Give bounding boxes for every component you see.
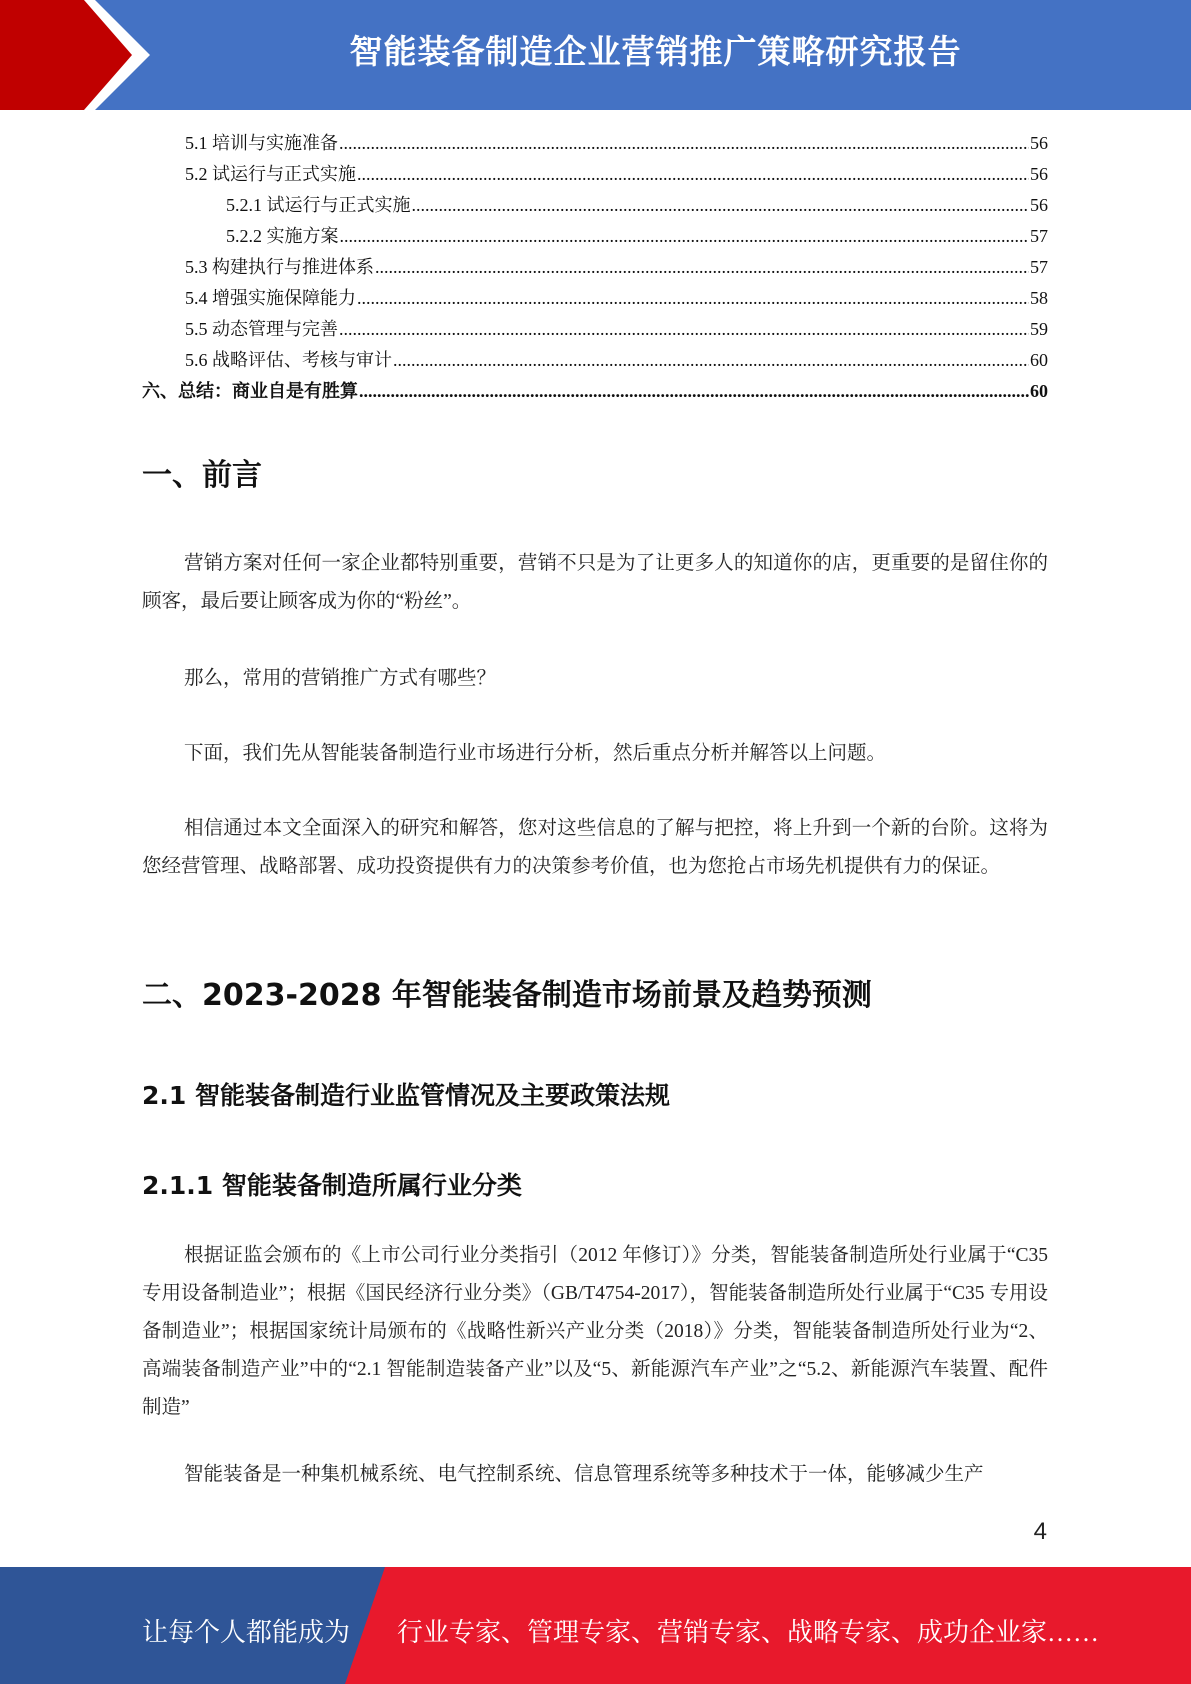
toc-entry[interactable]	[142, 283, 1048, 314]
toc-entry-label: 5.2 试运行与正式实施	[185, 164, 356, 184]
toc-entry-label: 5.2.2 实施方案	[226, 226, 339, 246]
footer-slogan-left: 让每个人都能成为	[142, 1618, 351, 1647]
toc-entry[interactable]	[142, 376, 1048, 407]
toc-entry-page: 60	[1030, 381, 1048, 401]
section-heading-forecast: 二、2023-2028 年智能装备制造市场前景及趋势预测	[142, 978, 872, 1013]
paragraph: 智能装备是一种集机械系统、电气控制系统、信息管理系统等多种技术于一体，能够减少生产	[184, 1464, 984, 1485]
toc-entry-label: 5.4 增强实施保障能力	[185, 288, 356, 308]
paragraph: 那么，常用的营销推广方式有哪些？	[184, 668, 497, 689]
toc-leader	[357, 283, 1029, 314]
toc-entry-page: 57	[1030, 226, 1048, 246]
paragraph: 根据证监会颁布的《上市公司行业分类指引（2012 年修订）》分类，智能装备制造所处行业属于“C35 专用设备制造业”；根据《国民经济行业分类》（GB/T4754-2017），智能装备制造所处行业属于“C35 专用设备制造业”；根据国家统计局颁布的《战略性新兴产业分类（2018）》分类，智能装备制造所处行业为“2、高端装备制造产业”中的“2.1 智能制造装备产业”以及“5、新能源汽车产业”之“5.2、新能源汽车装置、配件制造”	[142, 1245, 1048, 1418]
toc-entry[interactable]	[142, 314, 1048, 345]
toc-leader	[375, 252, 1029, 283]
toc-leader	[357, 159, 1029, 190]
toc-leader	[339, 314, 1029, 345]
subsubsection-heading: 2.1.1 智能装备制造所属行业分类	[142, 1171, 522, 1200]
paragraph: 相信通过本文全面深入的研究和解答，您对这些信息的了解与把控，将上升到一个新的台阶。这将为您经营管理、战略部署、成功投资提供有力的决策参考价值，也为您抢占市场先机提供有力的保证。	[142, 818, 1048, 877]
toc-entry-page: 56	[1030, 164, 1048, 184]
toc-leader	[339, 128, 1029, 159]
toc-leader	[340, 221, 1030, 252]
toc-entry[interactable]	[142, 345, 1048, 376]
toc-entry[interactable]	[142, 159, 1048, 190]
toc-entry-page: 56	[1030, 195, 1048, 215]
toc-entry-page: 57	[1030, 257, 1048, 277]
toc-entry-page: 56	[1030, 133, 1048, 153]
toc-entry[interactable]	[142, 190, 1048, 221]
page-header	[0, 0, 1191, 110]
paragraph: 下面，我们先从智能装备制造行业市场进行分析，然后重点分析并解答以上问题。	[184, 743, 887, 764]
paragraph: 营销方案对任何一家企业都特别重要，营销不只是为了让更多人的知道你的店，更重要的是留住你的顾客，最后要让顾客成为你的“粉丝”。	[142, 553, 1048, 612]
table-of-contents	[142, 128, 1048, 407]
page-footer	[0, 1567, 1191, 1684]
toc-entry-label: 5.1 培训与实施准备	[185, 133, 338, 153]
toc-entry[interactable]	[142, 252, 1048, 283]
toc-entry-page: 60	[1030, 350, 1048, 370]
toc-entry-label: 5.5 动态管理与完善	[185, 319, 338, 339]
toc-leader	[359, 376, 1029, 407]
page-number: 4	[1033, 1518, 1047, 1545]
toc-entry-label: 六、总结：商业自是有胜算	[142, 381, 358, 401]
toc-entry-label: 5.2.1 试运行与正式实施	[226, 195, 411, 215]
toc-entry-label: 5.6 战略评估、考核与审计	[185, 350, 392, 370]
toc-entry[interactable]	[142, 128, 1048, 159]
subsection-heading: 2.1 智能装备制造行业监管情况及主要政策法规	[142, 1081, 670, 1110]
toc-leader	[393, 345, 1029, 376]
section-heading-preface: 一、前言	[142, 458, 262, 493]
toc-leader	[412, 190, 1030, 221]
toc-entry[interactable]	[142, 221, 1048, 252]
toc-entry-label: 5.3 构建执行与推进体系	[185, 257, 374, 277]
header-title: 智能装备制造企业营销推广策略研究报告	[349, 32, 962, 71]
footer-slogan-right: 行业专家、管理专家、营销专家、战略专家、成功企业家……	[397, 1618, 1100, 1647]
toc-entry-page: 58	[1030, 288, 1048, 308]
toc-entry-page: 59	[1030, 319, 1048, 339]
